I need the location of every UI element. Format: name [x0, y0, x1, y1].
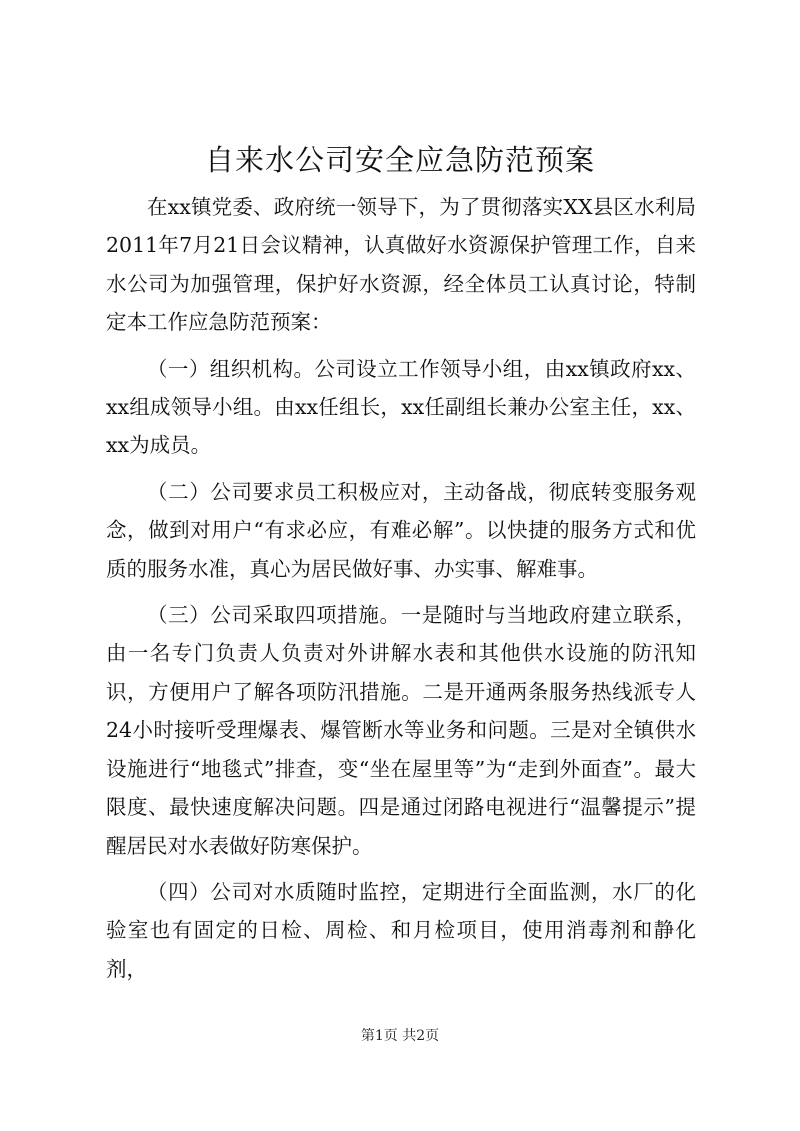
document-title: 自来水公司安全应急防范预案: [204, 143, 595, 177]
document-body: [106, 188, 696, 988]
paragraph-four-measures: （三）公司采取四项措施。一是随时与当地政府建立联系，由一名专门负责人负责对外讲解水表和其他供水设施的防汛知识，方便用户了解各项防汛措施。二是开通两条服务热线派专人24小时接听受理爆表、爆管断水等业务和问题。三是对全镇供水设施进行“地毯式”排查，变“坐在屋里等”为“走到外面查”。最大限度、最快速度解决问题。四是通过闭路电视进行“温馨提示”提醒居民对水表做好防寒保护。: [106, 603, 696, 858]
paragraph-water-quality: （四）公司对水质随时监控，定期进行全面监测，水厂的化验室也有固定的日检、周检、和月检项目，使用消毒剂和静化剂，: [106, 879, 696, 981]
paragraph-organization: （一）组织机构。公司设立工作领导小组，由xx镇政府xx、xx组成领导小组。由xx任组长，xx任副组长兼办公室主任，xx、xx为成员。: [106, 356, 696, 458]
paragraph-service-requirements: （二）公司要求员工积极应对，主动备战，彻底转变服务观念，做到对用户“有求必应，有难必解”。以快捷的服务方式和优质的服务水准，真心为居民做好事、办实事、解难事。: [106, 479, 696, 581]
paragraph-intro: 在xx镇党委、政府统一领导下，为了贯彻落实XX县区水利局2011年7月21日会议精神，认真做好水资源保护管理工作，自来水公司为加强管理，保护好水资源，经全体员工认真讨论，特制定本工作应急防范预案：: [106, 195, 696, 335]
page-number-footer: 第1页 共2页: [360, 1028, 440, 1044]
